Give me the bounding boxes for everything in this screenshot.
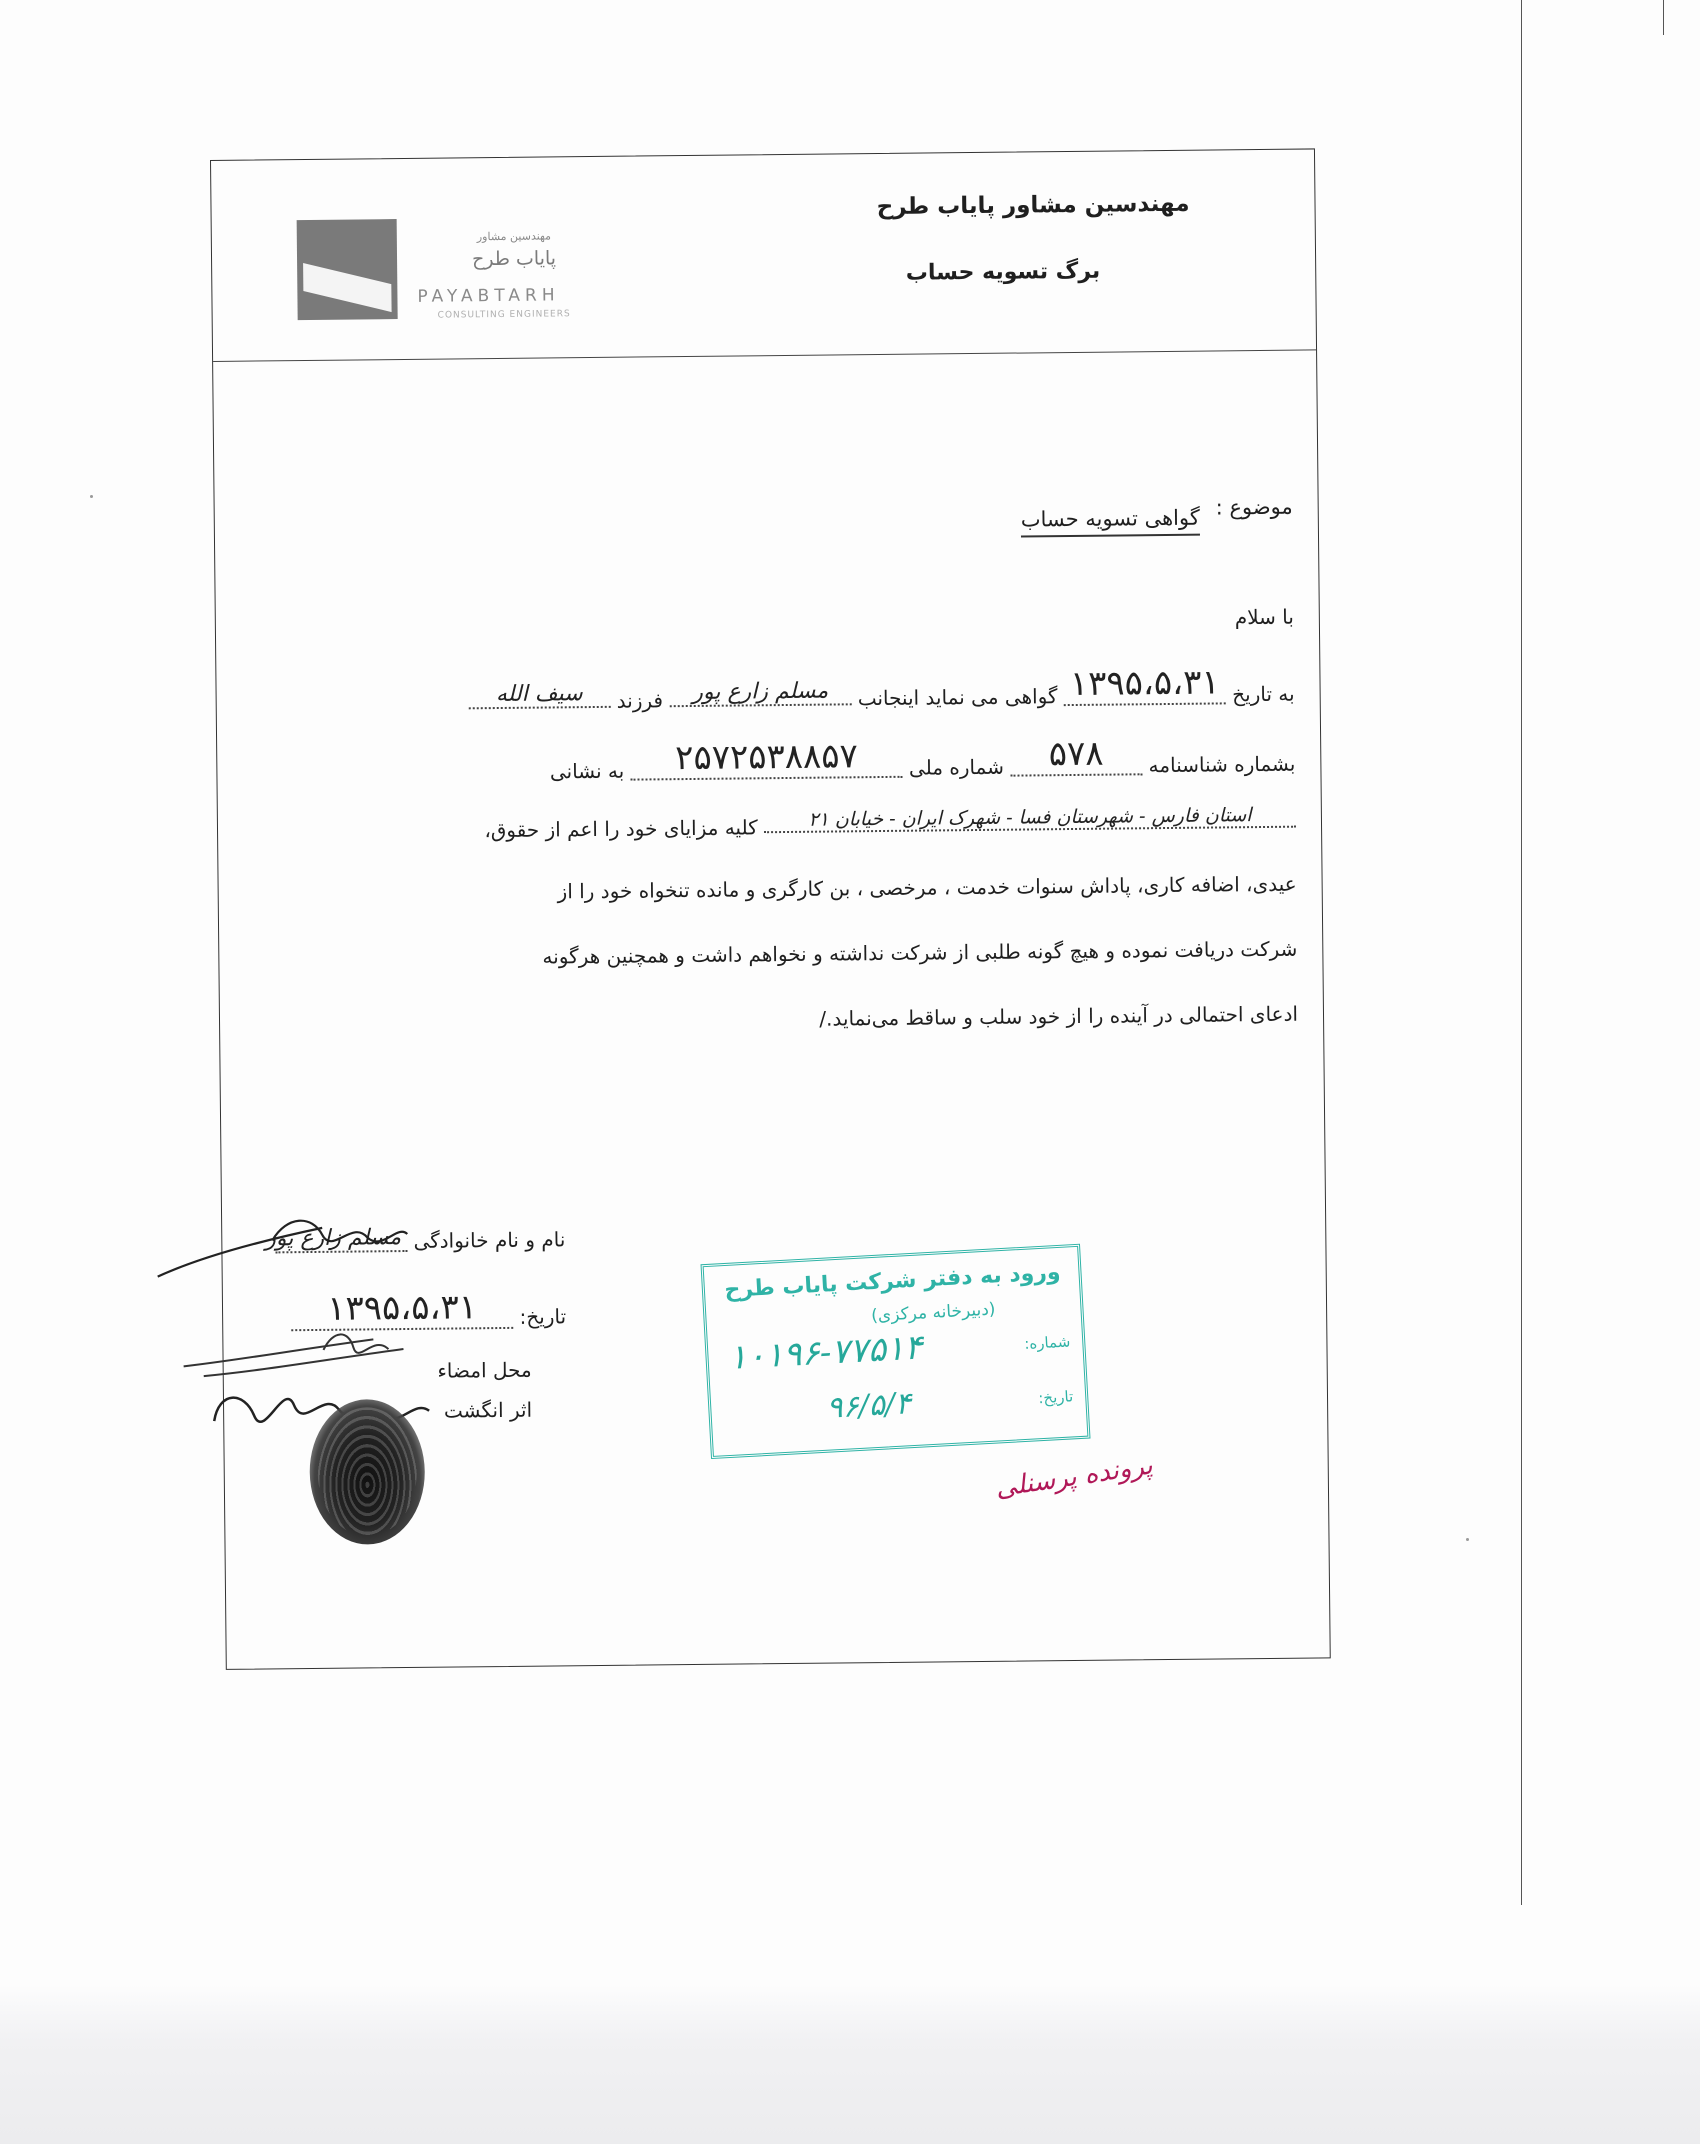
body-line-5: شرکت دریافت نموده و هیچ گونه طلبی از شرکت نداشته و نخواهم داشت و همچنین هرگونه [542, 936, 1298, 969]
body-line-4: عیدی، اضافه کاری، پاداش سنوات خدمت ، مرخصی ، بن کارگری و مانده تنخواه خود را از [557, 871, 1297, 904]
signature-date-label: تاریخ: [519, 1304, 567, 1329]
greeting: با سلام [1234, 604, 1294, 630]
header-divider [213, 349, 1316, 362]
national-id-label: شماره ملی [908, 754, 1005, 780]
subject-label: موضوع : [1215, 494, 1293, 520]
address-field: استان فارس - شهرستان فسا - شهرک ایران - خیابان ۲۱ [764, 804, 1296, 834]
signature-place-label: محل امضاء [437, 1357, 532, 1383]
subject-value: گواهی تسویه حساب [1021, 506, 1200, 538]
body-line-1 [468, 662, 1295, 721]
national-id-field: ۲۵۷۲۵۳۸۸۵۷ [630, 736, 902, 781]
id-number-label: بشماره شناسنامه [1148, 751, 1296, 778]
logo-name-fa: پایاب طرح [471, 247, 557, 271]
stamp-number-label: شماره: [1023, 1332, 1071, 1353]
stamp-subtitle: (دبیرخانه مرکزی) [870, 1299, 996, 1327]
stamp-date-value: ۹۶/۵/۴ [825, 1386, 912, 1426]
stamp-number-value: ۱۰۱۹۶-۷۷۵۱۴ [727, 1327, 924, 1378]
logo-mark [297, 219, 398, 320]
company-logo [297, 217, 628, 330]
form-title: برگ تسویه حساب [905, 258, 1101, 286]
registration-stamp [701, 1244, 1091, 1459]
thumbprint-label: اثر انگشت [443, 1397, 533, 1423]
form-frame [210, 148, 1331, 1669]
top-right-margin-mark [1663, 0, 1664, 35]
date-field: ۱۳۹۵،۵،۳۱ [1064, 662, 1226, 706]
personnel-file-note: پرونده پرسنلی [993, 1450, 1155, 1504]
right-margin-line [1521, 0, 1522, 1905]
stamp-title: ورود به دفتر شرکت پایاب طرح [723, 1259, 1062, 1304]
body-line-2 [549, 733, 1296, 790]
signature-date-value: ۱۳۹۵،۵،۳۱ [291, 1287, 513, 1331]
signature-name-label: نام و نام خانوادگی [413, 1227, 566, 1253]
logo-name-en: PAYABTARH [417, 285, 560, 307]
child-of-label: فرزند [616, 688, 664, 713]
father-name-field: سیف الله [468, 681, 610, 709]
handwritten-name-flourish [152, 1199, 413, 1282]
logo-tagline-fa: مهندسین مشاور [476, 229, 552, 244]
benefits-text: کلیه مزایای خود را اعم از حقوق، [484, 815, 758, 843]
scan-speck [1466, 1538, 1469, 1541]
company-name: مهندسین مشاور پایاب طرح [876, 190, 1190, 221]
certify-text: گواهی می نماید اینجانب [857, 684, 1058, 711]
thumbprint [309, 1399, 426, 1545]
signature-name-value: مسلم زارع پور [275, 1225, 407, 1253]
scan-speck [90, 495, 93, 498]
body-line-6: ادعای احتمالی در آینده را از خود سلب و ساقط می‌نماید./ [819, 1001, 1299, 1031]
body-line-3 [484, 804, 1296, 844]
employee-name-field: مسلم زارع پور [669, 678, 851, 707]
id-number-field: ۵۷۸ [1010, 733, 1142, 776]
date-prefix: به تاریخ [1232, 681, 1295, 707]
logo-subtitle-en: CONSULTING ENGINEERS [437, 309, 571, 321]
stamp-date-label: تاریخ: [1037, 1387, 1074, 1408]
scan-shadow-band [0, 1985, 1700, 2144]
address-label: به نشانی [549, 758, 625, 784]
